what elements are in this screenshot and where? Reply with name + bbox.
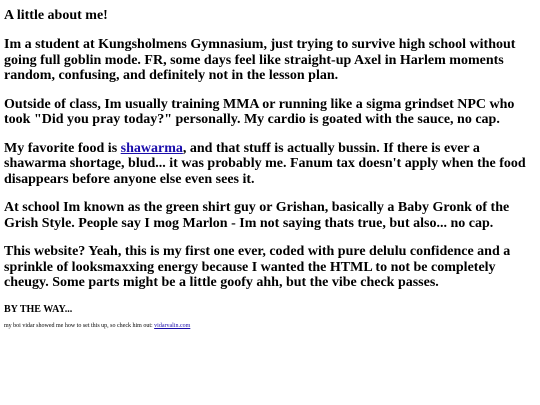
food-paragraph-end: , and that stuff is actually bussin. If there is ever a shawarma shortage, blud... it was probably me. Fanum tax doesn't apply when the food disappears before anyone else even sees it. (4, 140, 526, 187)
footer-note (4, 322, 536, 330)
footer-text: my boi vidar showed me how to set this up, so check him out: (4, 322, 155, 329)
food-paragraph (4, 141, 536, 188)
school-paragraph: At school Im known as the green shirt guy or Grishan, basically a Baby Gronk of the Grish Style. People say I mog Marlon - Im not saying thats true, but also... no cap. (4, 200, 510, 231)
website-paragraph: This website? Yeah, this is my first one ever, coded with pure delulu confidence and a sprinkle of looksmaxxing energy because I wanted the HTML to not be completely cheugy. Some parts might be a little goofy ahh, but the vibe check passes. (4, 244, 511, 290)
food-paragraph-start: My favorite food is (4, 140, 121, 156)
vidar-site-link[interactable]: vidarvalin.com (154, 322, 191, 329)
page-title: A little about me! (4, 8, 108, 23)
by-the-way-heading: BY THE WAY... (4, 303, 73, 315)
shawarma-link[interactable]: shawarma (120, 140, 183, 156)
hobbies-paragraph: Outside of class, Im usually training MMA or running like a sigma grindset NPC who took "Did you pray today?" personally. My cardio is goated with the sauce, no cap. (4, 96, 515, 127)
intro-paragraph: Im a student at Kungsholmens Gymnasium, just trying to survive high school without going full goblin mode. FR, some days feel like straight-up Axel in Harlem moments random, confusing, and definitely not in the lesson plan. (4, 37, 516, 83)
